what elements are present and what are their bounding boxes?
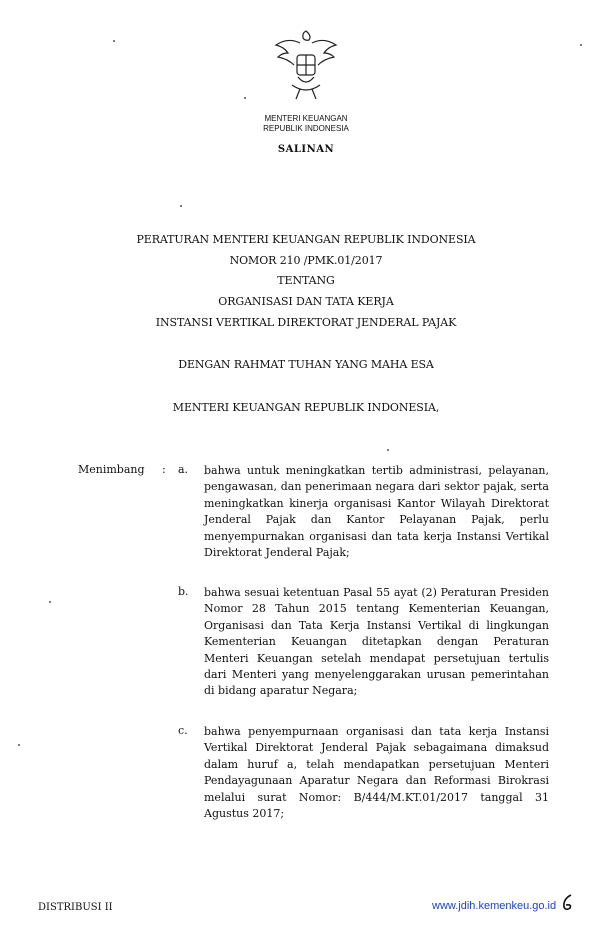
scan-speck — [387, 449, 389, 451]
scan-speck — [244, 97, 246, 99]
scan-speck — [113, 40, 115, 42]
garuda-emblem-icon — [270, 25, 342, 105]
preamble-authority: MENTERI KEUANGAN REPUBLIK INDONESIA, — [172, 401, 440, 414]
distribution-label: DISTRIBUSI II — [38, 902, 113, 913]
country-name: REPUBLIK INDONESIA — [263, 124, 349, 133]
clause-letter-a: a. — [178, 463, 189, 476]
handwritten-mark-icon — [560, 893, 576, 913]
website-link[interactable]: www.jdih.kemenkeu.go.id — [432, 900, 557, 912]
scan-speck — [49, 601, 51, 603]
clause-text-a: bahwa untuk meningkatkan tertib administrasi, pelayanan, pengawasan, dan penerimaan negara dari sektor pajak, serta meningkatkan kinerja organisasi Kantor Wilayah Direktorat Jenderal Pajak dan Kantor Pelayanan Pajak, perlu menyempurnakan organisasi dan tata kerja Instansi Vertikal Direktorat Jenderal Pajak; — [204, 464, 549, 560]
regulation-subject-line1: ORGANISASI DAN TATA KERJA — [218, 295, 394, 308]
ministry-name: MENTERI KEUANGAN — [264, 114, 348, 123]
copy-stamp: SALINAN — [277, 144, 335, 155]
menimbang-colon: : — [162, 463, 166, 476]
menimbang-label: Menimbang — [78, 463, 145, 476]
regulation-title: PERATURAN MENTERI KEUANGAN REPUBLIK INDONESIA — [136, 233, 476, 246]
regulation-number: NOMOR 210 /PMK.01/2017 — [229, 254, 383, 267]
scan-speck — [180, 205, 182, 207]
clause-text-c: bahwa penyempurnaan organisasi dan tata kerja Instansi Vertikal Direktorat Jenderal Pajak sebagaimana dimaksud dalam huruf a, telah mendapatkan persetujuan Menteri Pendayagunaan Aparatur Negara dan Reformasi Birokrasi melalui surat Nomor: B/444/M.KT.01/2017 tanggal 31 Agustus 2017; — [204, 725, 549, 821]
clause-letter-b: b. — [178, 585, 189, 598]
scan-speck — [18, 744, 20, 746]
scan-speck — [580, 44, 582, 46]
clause-letter-c: c. — [178, 724, 188, 737]
preamble-invocation: DENGAN RAHMAT TUHAN YANG MAHA ESA — [178, 358, 434, 371]
regulation-about: TENTANG — [277, 274, 335, 287]
clause-text-b: bahwa sesuai ketentuan Pasal 55 ayat (2) Peraturan Presiden Nomor 28 Tahun 2015 tentang Kementerian Keuangan, Organisasi dan Tata Kerja Instansi Vertikal di lingkungan Kementerian Keuangan ditetapkan dengan Peraturan Menteri Keuangan setelah mendapat persetujuan tertulis dari Menteri yang menyelenggarakan urusan pemerintahan di bidang aparatur Negara; — [204, 586, 549, 698]
regulation-subject-line2: INSTANSI VERTIKAL DIREKTORAT JENDERAL PAJAK — [155, 316, 457, 329]
